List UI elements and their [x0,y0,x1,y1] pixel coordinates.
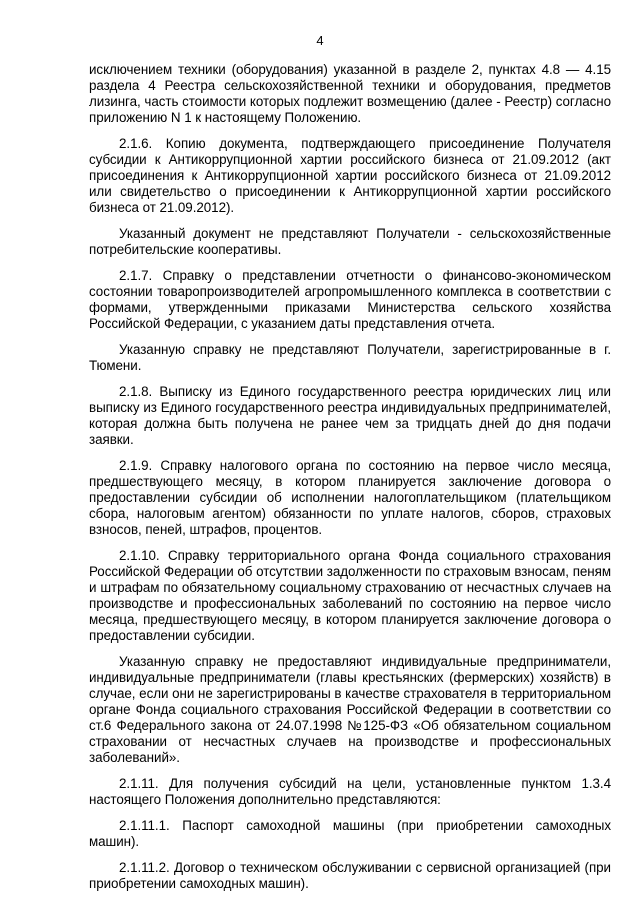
paragraph-2-1-8: 2.1.8. Выписку из Единого государственного реестра юридических лиц или выписку из Единого государственного реестра индивидуальных предпринимателей, которая должна быть получена не ранее чем за тридцать дней до дня подачи заявки. [89,384,611,447]
paragraph-2-1-10-note: Указанную справку не предоставляют индивидуальные предприниматели, индивидуальные предприниматели (главы крестьянских (фермерских) хозяйств) в случае, если они не зарегистрированы в качестве страхователя в территориальном органе Фонда социального страхования Российской Федерации в соответствии со ст.6 Федерального закона от 24.07.1998 №125-ФЗ «Об обязательном социальном страховании от несчастных случаев на производстве и профессиональных заболеваний». [89,654,611,765]
paragraph-2-1-11: 2.1.11. Для получения субсидий на цели, установленные пунктом 1.3.4 настоящего Положения дополнительно представляются: [89,776,611,807]
paragraph-2-1-7-note: Указанную справку не представляют Получатели, зарегистрированные в г. Тюмени. [89,342,611,373]
paragraph-continuation: исключением техники (оборудования) указанной в разделе 2, пунктах 4.8 — 4.15 раздела 4 Реестра сельскохозяйственной техники и оборудования, предметов лизинга, часть стоимости которых подлежит возмещению (далее - Реестр) согласно приложению N 1 к настоящему Положению. [89,62,611,125]
paragraph-2-1-6: 2.1.6. Копию документа, подтверждающего присоединение Получателя субсидии к Антикоррупционной хартии российского бизнеса от 21.09.2012 (акт присоединения к Антикоррупционной хартии российского бизнеса от 21.09.2012 или свидетельство о присоединении к Антикоррупционной хартии российского бизнеса от 21.09.2012). [89,136,611,215]
paragraph-2-1-11-2: 2.1.11.2. Договор о техническом обслуживании с сервисной организацией (при приобретении самоходных машин). [89,860,611,891]
paragraph-2-1-9: 2.1.9. Справку налогового органа по состоянию на первое число месяца, предшествующего месяцу, в котором планируется заключение договора о предоставлении субсидии об исполнении налогоплательщиком (плательщиком сбора, налоговым агентом) обязанности по уплате налогов, сборов, страховых взносов, пеней, штрафов, процентов. [89,458,611,537]
paragraph-2-1-10: 2.1.10. Справку территориального органа Фонда социального страхования Российской Федерации об отсутствии задолженности по страховым взносам, пеням и штрафам по обязательному социальному страхованию от несчастных случаев на производстве и профессиональных заболеваний по состоянию на первое число месяца, предшествующего месяцу, в котором планируется заключение договора о предоставлении субсидии. [89,548,611,643]
paragraph-2-1-7: 2.1.7. Справку о представлении отчетности о финансово-экономическом состоянии товаропроизводителей агропромышленного комплекса в соответствии с формами, утвержденными приказами Министерства сельского хозяйства Российской Федерации, с указанием даты представления отчета. [89,268,611,331]
paragraph-2-1-11-1: 2.1.11.1. Паспорт самоходной машины (при приобретении самоходных машин). [89,818,611,849]
paragraph-2-1-6-note: Указанный документ не представляют Получатели - сельскохозяйственные потребительские кооперативы. [89,226,611,257]
page-number: 4 [316,33,324,48]
document-body [89,62,611,902]
